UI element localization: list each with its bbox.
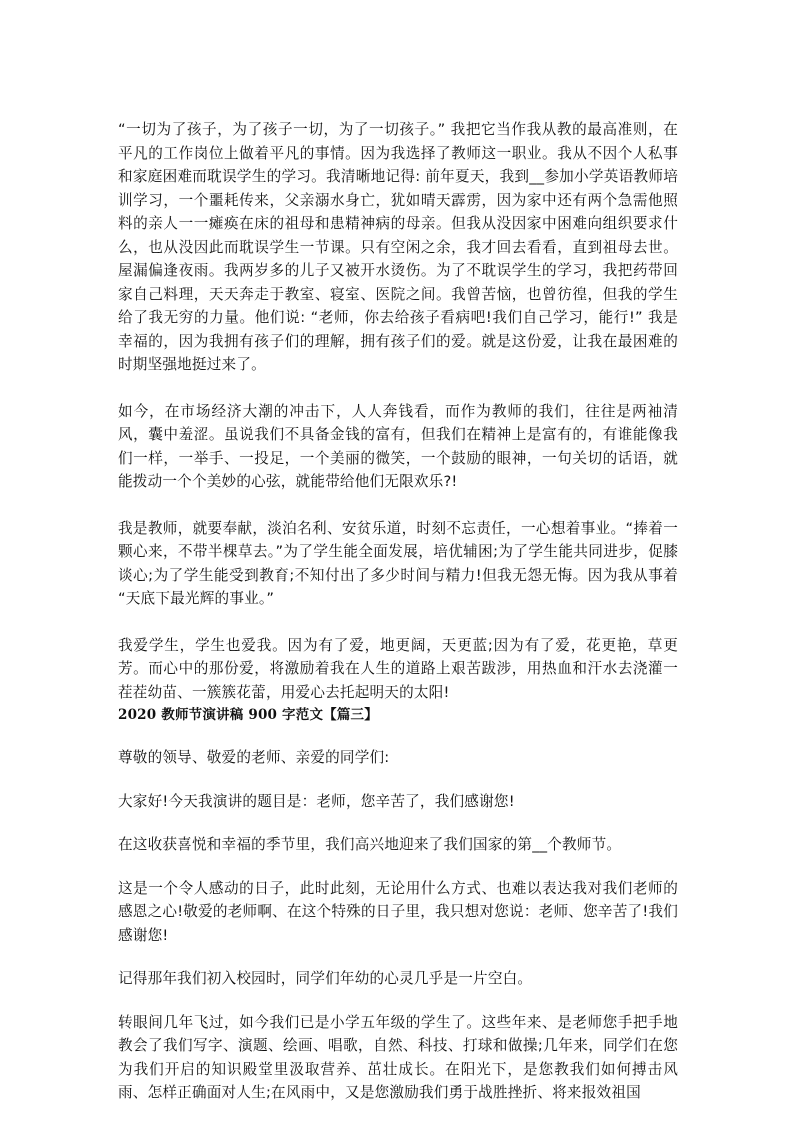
- section-heading: 2020 教师节演讲稿 900 字范文【篇三】: [118, 707, 378, 723]
- paragraph-love-students: 我爱学生，学生也爱我。因为有了爱，地更阔，天更蓝;因为有了爱，花更艳，草更芳。而心中的那份爱，将激励着我在人生的道路上艰苦跋涉，用热血和汗水去浇灌一茬茬幼苗、一簇簇花蕾，用爱心去托起明天的太阳!: [118, 636, 678, 701]
- document-page: [118, 118, 678, 1105]
- paragraph-gratitude: 这是一个令人感动的日子，此时此刻，无论用什么方式、也难以表达我对我们老师的感恩之心!敬爱的老师啊、在这个特殊的日子里，我只想对您说：老师、您辛苦了!我们感谢您!: [118, 879, 678, 944]
- paragraph-greeting: 大家好!今天我演讲的题目是：老师，您辛苦了，我们感谢您!: [118, 792, 515, 810]
- paragraph-teachers-day: 在这收获喜悦和幸福的季节里，我们高兴地迎来了我们国家的第__个教师节。: [118, 836, 622, 853]
- paragraph-growth: 转眼间几年飞过，如今我们已是小学五年级的学生了。这些年来、是老师您手把手地教会了我们写字、演题、绘画、唱歌，自然、科技、打球和做操;几年来，同学们在您为我们开启的知识殿堂里汲取营养、茁壮成长。在阳光下，是您教我们如何搏击风雨、怎样正确面对人生;在风雨中，又是您激励我们勇于战胜挫折、将来报效祖国: [118, 1013, 678, 1101]
- paragraph-devotion: 我是教师，就要奉献，淡泊名利、安贫乐道，时刻不忘责任，一心想着事业。“捧着一颗心来，不带半棵草去。”为了学生能全面发展，培优辅困;为了学生能共同进步，促膝谈心;为了学生能受到教育;不知付出了多少时间与精力!但我无怨无悔。因为我从事着 “天底下最光辉的事业。”: [118, 519, 678, 607]
- paragraph-salutation: 尊敬的领导、敬爱的老师、亲爱的同学们:: [118, 749, 390, 766]
- paragraph-first-day: 记得那年我们初入校园时，同学们年幼的心灵几乎是一片空白。: [118, 970, 533, 987]
- paragraph-market-economy: 如今，在市场经济大潮的冲击下，人人奔钱看，而作为教师的我们，往往是两袖清风，囊中羞涩。虽说我们不具备金钱的富有，但我们在精神上是富有的，有谁能像我们一样，一举手、一投足，一个美丽的微笑，一个鼓励的眼神，一句关切的话语，就能拨动一个个美妙的心弦，就能带给他们无限欢乐?!: [118, 402, 678, 490]
- paragraph-dedication: “一切为了孩子，为了孩子一切，为了一切孩子。” 我把它当作我从教的最高准则，在平凡的工作岗位上做着平凡的事情。因为我选择了教师这一职业。我从不因个人私事和家庭困难而耽误学生的学习。我清晰地记得: 前年夏天，我到__参加小学英语教师培训学习，一个噩耗传来，父亲溺水身亡，犹如晴天霹雳，因为家中还有两个急需他照料的亲人一一瘫痪在床的祖母和患精神病的母亲。但我从没因家中困难向组织要求什么，也从没因此而耽误学生一节课。只有空闲之余，我才回去看看，直到祖母去世。屋漏偏逢夜雨。我两岁多的儿子又被开水烫伤。为了不耽误学生的学习，我把药带回家自己料理，天天奔走于教室、寝室、医院之间。我曾苦恼，也曾彷徨，但我的学生给了我无穷的力量。他们说: “老师，你去给孩子看病吧!我们自己学习，能行!” 我是幸福的，因为我拥有孩子们的理解，拥有孩子们的爱。就是这份爱，让我在最困难的时期坚强地挺过来了。: [118, 121, 678, 373]
